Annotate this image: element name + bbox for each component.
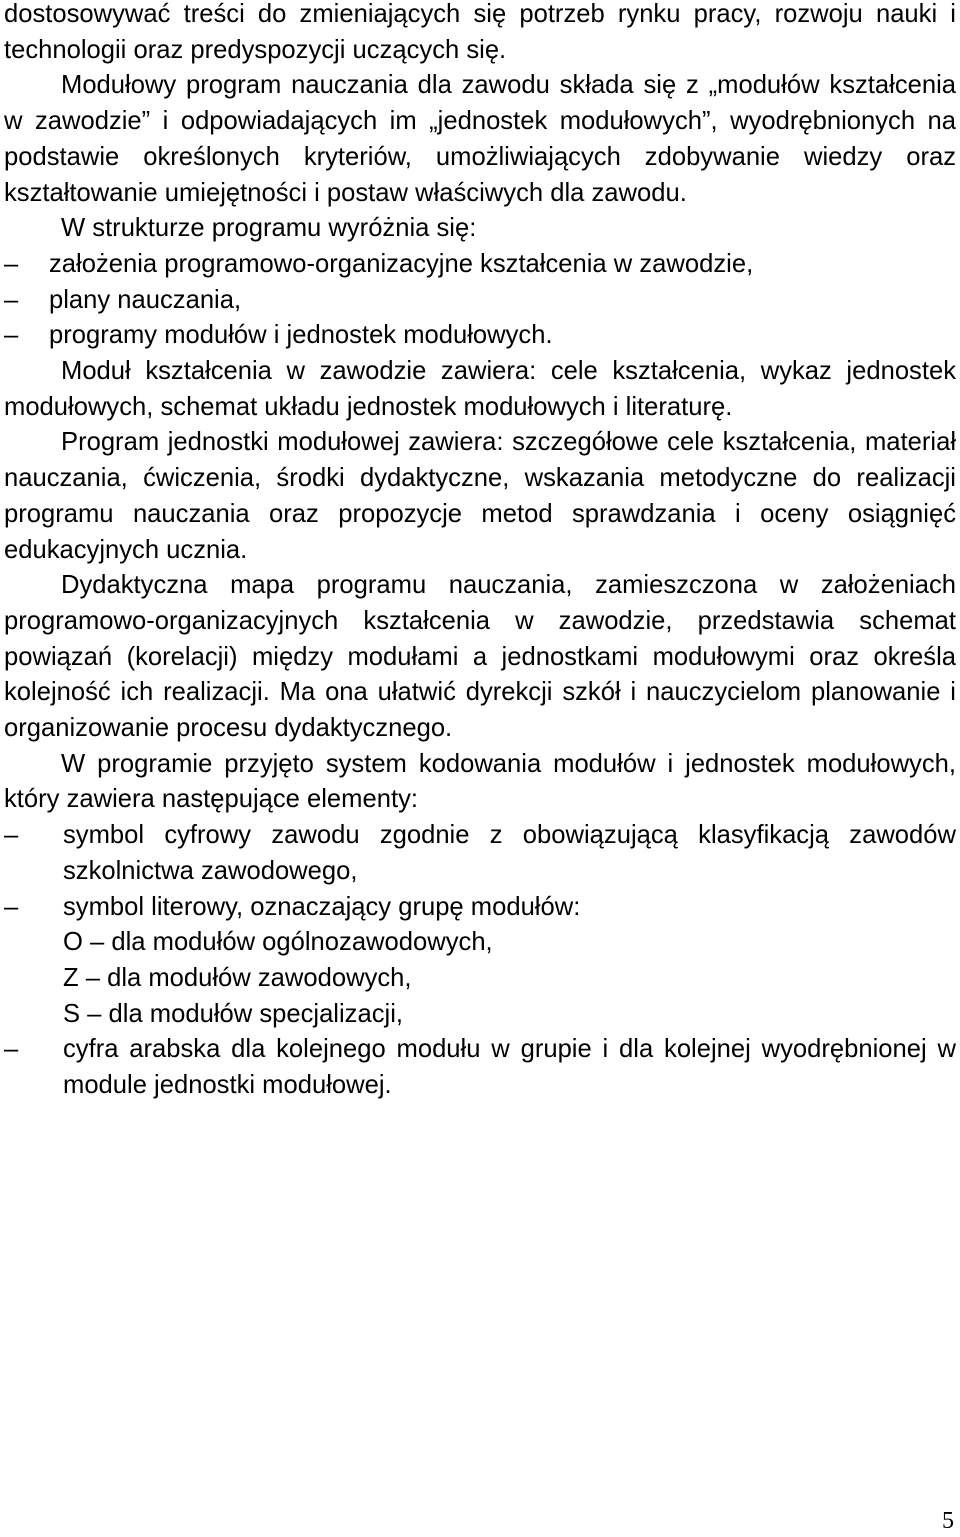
paragraph-unit-program: Program jednostki modułowej zawiera: szczegółowe cele kształcenia, materiał nauczania, ćwiczenia, środki dydaktyczne, wskazania metodyczne do realizacji programu nauczania oraz propozycje metod sprawdzania i oceny osiągnięć edukacyjnych ucznia. — [4, 428, 956, 564]
paragraph-modular-program: Modułowy program nauczania dla zawodu składa się z „modułów kształcenia w zawodzie” i odpowiadających im „jednostek modułowych”, wyodrębnionych na podstawie określonych kryteriów, umożliwiających zdobywanie wiedzy oraz kształtowanie umiejętności i postaw właściwych dla zawodu. — [4, 71, 956, 207]
list-item — [4, 283, 956, 319]
paragraph-continuation: dostosowywać treści do zmieniających się potrzeb rynku pracy, rozwoju nauki i technologii oraz predyspozycji uczących się. — [4, 0, 956, 64]
list-item — [4, 890, 956, 926]
dash-marker: – — [4, 892, 19, 921]
paragraph-coding-system: W programie przyjęto system kodowania modułów i jednostek modułowych, który zawiera następujące elementy: — [4, 749, 956, 814]
dash-marker: – — [4, 285, 19, 314]
list-item-text: plany nauczania, — [49, 285, 242, 314]
list-item — [4, 1032, 956, 1103]
list-item-text: cyfra arabska dla kolejnego modułu w grupie i dla kolejnej wyodrębnionej w module jednostki modułowej. — [63, 1035, 956, 1100]
page-number: 5 — [942, 1508, 954, 1534]
structure-list — [4, 247, 956, 354]
paragraph-structure-intro: W strukturze programu wyróżnia się: — [61, 214, 477, 243]
document-page — [4, 0, 956, 1104]
dash-marker: – — [4, 249, 19, 278]
coding-list-continued — [4, 1032, 956, 1103]
dash-marker: – — [4, 1035, 19, 1064]
list-item-text: programy modułów i jednostek modułowych. — [49, 321, 553, 350]
list-item-text: założenia programowo-organizacyjne kształcenia w zawodzie, — [49, 249, 754, 278]
module-group-item: S – dla modułów specjalizacji, — [63, 999, 403, 1028]
paragraph-module-contents: Moduł kształcenia w zawodzie zawiera: cele kształcenia, wykaz jednostek modułowych, schemat układu jednostek modułowych i literaturę. — [4, 357, 956, 421]
dash-marker: – — [4, 821, 19, 850]
list-item-text: symbol literowy, oznaczający grupę modułów: — [63, 892, 581, 921]
dash-marker: – — [4, 321, 19, 350]
list-item — [4, 247, 956, 283]
module-group-list — [4, 925, 956, 1032]
list-item — [4, 818, 956, 889]
module-group-item: Z – dla modułów zawodowych, — [63, 963, 412, 992]
list-item-text: symbol cyfrowy zawodu zgodnie z obowiązującą klasyfikacją zawodów szkolnictwa zawodowego, — [63, 821, 956, 885]
coding-list — [4, 818, 956, 925]
paragraph-didactic-map: Dydaktyczna mapa programu nauczania, zamieszczona w założeniach programowo-organizacyjnych kształcenia w zawodzie, przedstawia schemat powiązań (korelacji) między modułami a jednostkami modułowymi oraz określa kolejność ich realizacji. Ma ona ułatwić dyrekcji szkół i nauczycielom planowanie i organizowanie procesu dydaktycznego. — [4, 571, 956, 743]
module-group-item: O – dla modułów ogólnozawodowych, — [63, 928, 493, 957]
list-item — [4, 318, 956, 354]
